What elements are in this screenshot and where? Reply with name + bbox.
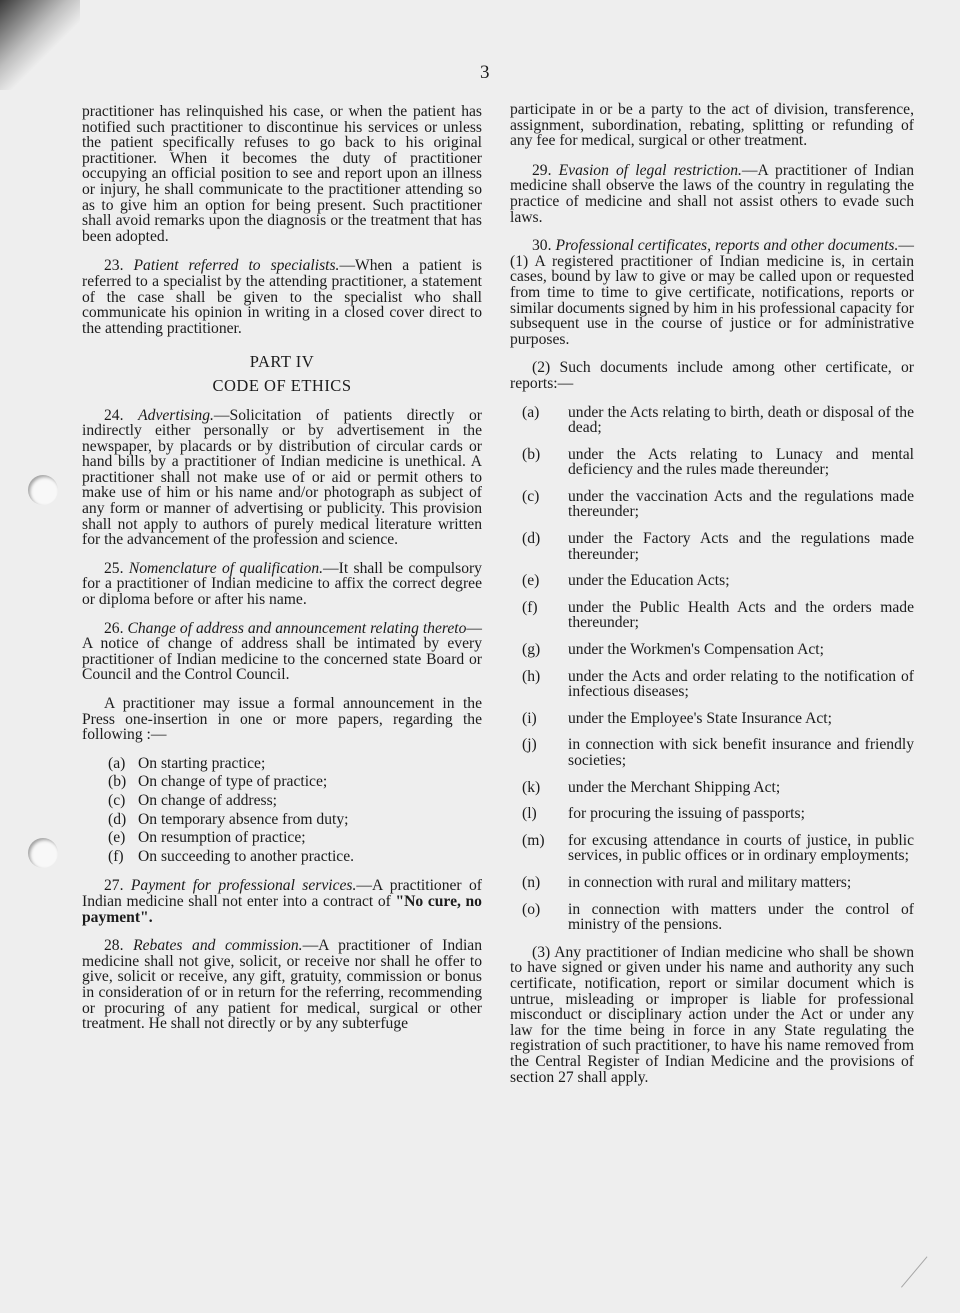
- section-title: Nomenclature of qualification.: [128, 559, 324, 577]
- section-body: —Solicitation of patients directly or indirectly either personally or by advertisement in the newspaper, by placards or by distribution of circular cards or hand bills by a practitioner of Indian medicine is unethical. A practitioner shall not make use of or aid or permit others to make use of him or his name and/or photograph as subject of any form or manner of advertising or publicity. This provision shall not apply to authors of purely medical literature written for the advancement of the profession and science.: [82, 406, 482, 549]
- list-item: [510, 737, 914, 768]
- section-number: 28.: [104, 937, 124, 955]
- folded-corner: [0, 0, 80, 90]
- list-label: (a): [522, 403, 540, 421]
- continued-paragraph: practitioner has relinquished his case, or when the patient has notified such practitioner to discontinue his services or unless the patient specifically refuses to go back to his original practitioner. When it becomes the duty of practitioner occupying an official position to see and report upon an illness or injury, he shall communicate to the practitioner attending so as to give him an option for being present. Such practitioner shall avoid remarks upon the diagnosis or the treatment that has been adopted.: [82, 103, 482, 245]
- list-text: under the Workmen's Compensation Act;: [568, 641, 824, 659]
- section-body: —(1) A registered practitioner of Indian medicine is, in certain cases, bound by law to give or may be called upon or requested from time to time to give certificate, notifications, reports or similar documents signed by him in his professional capacity for subsequent use in the course of justice or for administrative purposes.: [510, 237, 914, 348]
- list-item: [510, 600, 914, 631]
- section-26: [82, 621, 482, 683]
- list-text: On temporary absence from duty;: [138, 810, 349, 828]
- section-29: [510, 163, 914, 225]
- section-30-3: (3) Any practitioner of Indian medicine who shall be shown to have signed or given under his name and authority any such certificate, notification, report or similar document which is untrue, misleading or improper is liable for professional misconduct or disciplinary action under the Act or under any law for the time being in force in any State regulating the registration of such practitioner, to have his name removed from the Central Register of Indian Medicine and the provisions of section 27 shall apply.: [510, 943, 914, 1086]
- list-item: [510, 806, 914, 822]
- list-label: (g): [522, 641, 541, 659]
- list-label: (c): [522, 487, 540, 505]
- section-body: —A practitioner of Indian medicine shall observe the laws of the country in regulating the practice of medicine and shall not assist others to evade such laws.: [510, 161, 914, 226]
- section-title: Evasion of legal restriction.: [558, 161, 742, 179]
- list-label: (f): [108, 847, 124, 865]
- list-item: [82, 830, 482, 846]
- list-text: under the Acts and order relating to the notification of infectious diseases;: [568, 667, 914, 701]
- section-title: Rebates and commission.: [133, 937, 303, 955]
- section-number: 29.: [532, 161, 552, 179]
- list-text: On change of type of practice;: [138, 773, 328, 791]
- list-text: On resumption of practice;: [138, 829, 306, 847]
- left-column: [82, 104, 482, 1045]
- list-label: (c): [108, 791, 126, 809]
- right-column: [510, 102, 914, 1098]
- list-item: [510, 573, 914, 589]
- list-item: [510, 489, 914, 520]
- section-23: [82, 258, 482, 336]
- list-text: under the Public Health Acts and the orders made thereunder;: [568, 598, 914, 632]
- list-label: (h): [522, 667, 541, 685]
- section-26-announcement: A practitioner may issue a formal announcement in the Press one-insertion in one or more papers, regarding the following :—: [82, 695, 482, 744]
- section-30-2: (2) Such documents include among other certificate, or reports:—: [510, 359, 914, 392]
- list-text: for procuring the issuing of passports;: [568, 805, 805, 823]
- list-item: [82, 812, 482, 828]
- section-body: —When a patient is referred to a specialist by the attending practitioner, a statement of the case shall be given to the specialist who shall communicate his opinion in writing in a closed cover direct to the attending practitioner.: [82, 257, 482, 337]
- list-text: under the Factory Acts and the regulations made thereunder;: [568, 530, 914, 563]
- list-text: On starting practice;: [138, 754, 266, 772]
- list-item: [510, 669, 914, 700]
- list-text: in connection with matters under the control of ministry of the pensions.: [568, 900, 914, 934]
- section-body: —A practitioner of Indian medicine shall not enter into a contract of: [82, 877, 482, 910]
- list-label: (o): [522, 900, 541, 918]
- list-text: for excusing attendance in courts of justice, in public services, in public offices or in ordinary employments;: [568, 831, 914, 865]
- list-item: [510, 711, 914, 727]
- list-label: (l): [522, 805, 537, 823]
- list-label: (e): [522, 572, 540, 590]
- part-heading: PART IV: [249, 352, 315, 372]
- list-label: (e): [108, 829, 126, 847]
- list-label: (f): [522, 598, 538, 616]
- section-title: Professional certificates, reports and other documents.: [555, 237, 899, 255]
- continued-paragraph: participate in or be a party to the act of division, transference, assignment, subordination, rebating, splitting or refunding of any fee for medical, surgical or other treatment.: [510, 101, 914, 150]
- list-item: [82, 849, 482, 865]
- list-item: [82, 756, 482, 772]
- list-label: (n): [522, 873, 541, 891]
- list-item: [510, 780, 914, 796]
- list-text: in connection with sick benefit insurance and friendly societies;: [568, 736, 914, 769]
- list-item: [510, 531, 914, 562]
- section-title: Payment for professional services.: [130, 877, 357, 895]
- list-text: under the Employee's State Insurance Act;: [568, 709, 832, 727]
- page-number: 3: [480, 62, 490, 83]
- list-label: (b): [522, 445, 541, 463]
- section-24: [82, 408, 482, 548]
- list-item: [510, 875, 914, 891]
- list-label: (b): [108, 773, 127, 791]
- list-text: under the Merchant Shipping Act;: [568, 778, 781, 796]
- section-30: [510, 238, 914, 347]
- list-label: (j): [522, 736, 537, 754]
- list-item: [510, 833, 914, 864]
- list-item: [82, 793, 482, 809]
- list-text: under the Acts relating to Lunacy and mental deficiency and the rules made thereunder;: [568, 445, 914, 479]
- section-28: [82, 938, 482, 1032]
- list-label: (k): [522, 778, 541, 796]
- list-item: [510, 447, 914, 478]
- section-number: 24.: [104, 406, 124, 424]
- section-number: 26.: [104, 619, 124, 637]
- punch-hole-top: [28, 475, 58, 505]
- section-body: —A notice of change of address shall be intimated by every practitioner of Indian medicine to the concerned state Board or Council and the Control Council.: [82, 619, 482, 684]
- list-text: under the vaccination Acts and the regulations made thereunder;: [568, 487, 914, 521]
- list-label: (d): [108, 810, 127, 828]
- section-25: [82, 561, 482, 608]
- section-body: —A practitioner of Indian medicine shall not give, solicit, or receive nor shall he offer to give, solicit or receive, any gift, gratuity, commission or bonus in consideration of or in return for the referring, recommending or procuring of any patient for medical, surgical or other treatment. He shall not directly or by any subterfuge: [82, 937, 483, 1033]
- section-27: [82, 878, 482, 925]
- list-label: (a): [108, 754, 126, 772]
- emphasis-text: "No cure, no payment".: [82, 892, 482, 926]
- list-label: (i): [522, 709, 537, 727]
- list-text: On succeeding to another practice.: [138, 847, 355, 865]
- section-number: 23.: [104, 257, 124, 275]
- list-text: On change of address;: [138, 791, 277, 809]
- section-body: —It shall be compulsory for a practitioner of Indian medicine to affix the correct degree or diploma before or after his name.: [82, 559, 482, 609]
- list-label: (m): [522, 831, 545, 849]
- punch-hole-bottom: [28, 838, 58, 868]
- list-item: [510, 902, 914, 933]
- section-title: Advertising.: [138, 406, 214, 424]
- list-text: under the Education Acts;: [568, 572, 730, 590]
- list-item: [510, 642, 914, 658]
- section-title: Patient referred to specialists.: [133, 257, 340, 275]
- section-title: Change of address and announcement relating thereto: [127, 619, 467, 637]
- announcement-list: [82, 756, 482, 865]
- list-item: [510, 405, 914, 436]
- documents-list: [510, 405, 914, 933]
- section-number: 25.: [104, 559, 124, 577]
- list-text: under the Acts relating to birth, death or disposal of the dead;: [568, 403, 914, 437]
- part-title: CODE OF ETHICS: [212, 375, 352, 395]
- list-text: in connection with rural and military matters;: [568, 873, 852, 891]
- list-item: [82, 774, 482, 790]
- list-label: (d): [522, 530, 541, 548]
- section-number: 30.: [532, 237, 552, 255]
- section-number: 27.: [104, 877, 124, 895]
